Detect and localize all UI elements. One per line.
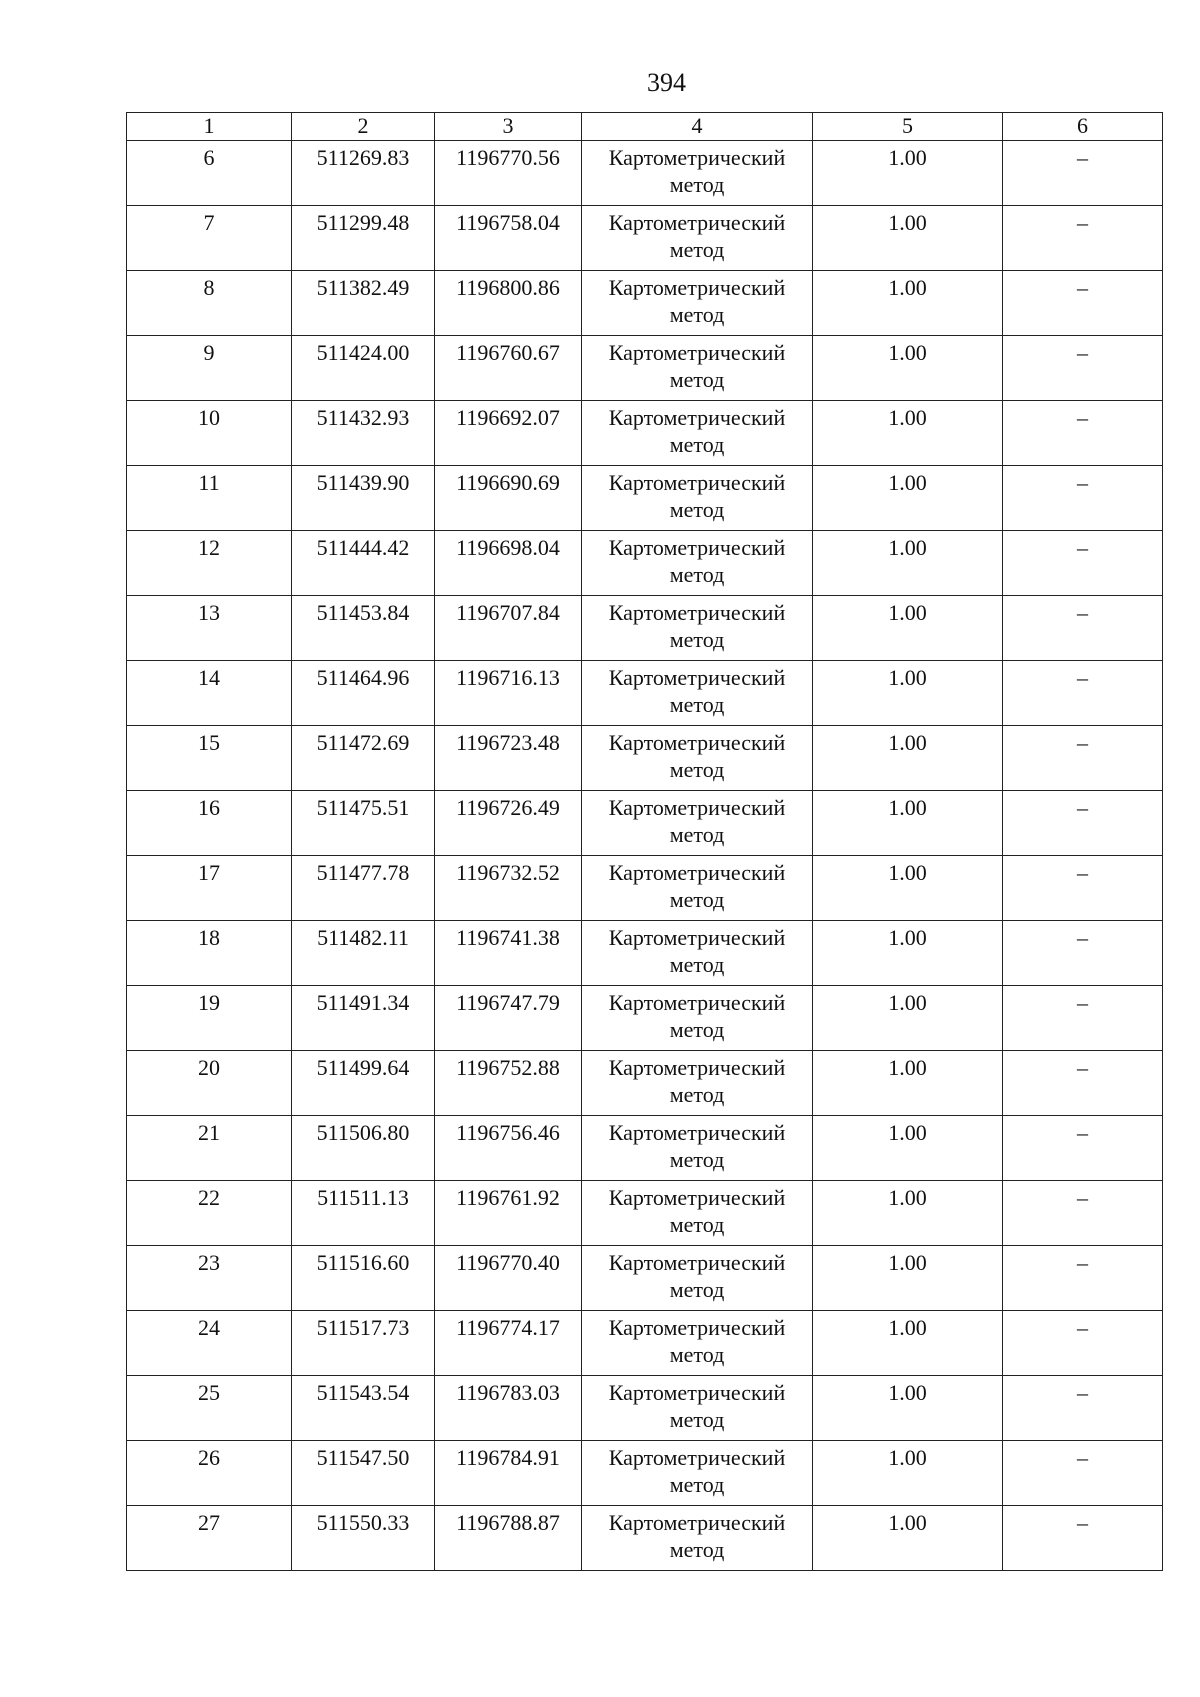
note-cell: – — [1003, 661, 1163, 726]
note-cell: – — [1003, 401, 1163, 466]
x-coordinate-cell: 511477.78 — [292, 856, 435, 921]
note-cell: – — [1003, 271, 1163, 336]
point-number-cell: 6 — [127, 141, 292, 206]
note-cell: – — [1003, 141, 1163, 206]
accuracy-cell: 1.00 — [813, 1311, 1003, 1376]
method-cell: Картометрический метод — [582, 1051, 813, 1116]
point-number-cell: 20 — [127, 1051, 292, 1116]
accuracy-cell: 1.00 — [813, 1376, 1003, 1441]
note-cell: – — [1003, 1506, 1163, 1571]
accuracy-cell: 1.00 — [813, 856, 1003, 921]
table-row — [127, 791, 1163, 856]
y-coordinate-cell: 1196770.40 — [435, 1246, 582, 1311]
note-cell: – — [1003, 791, 1163, 856]
accuracy-cell: 1.00 — [813, 401, 1003, 466]
table-row — [127, 1051, 1163, 1116]
x-coordinate-cell: 511499.64 — [292, 1051, 435, 1116]
note-cell: – — [1003, 1441, 1163, 1506]
y-coordinate-cell: 1196692.07 — [435, 401, 582, 466]
x-coordinate-cell: 511382.49 — [292, 271, 435, 336]
point-number-cell: 17 — [127, 856, 292, 921]
table-row — [127, 1506, 1163, 1571]
x-coordinate-cell: 511439.90 — [292, 466, 435, 531]
x-coordinate-cell: 511506.80 — [292, 1116, 435, 1181]
table-body — [127, 141, 1163, 1571]
y-coordinate-cell: 1196788.87 — [435, 1506, 582, 1571]
method-cell: Картометрический метод — [582, 856, 813, 921]
column-header: 4 — [582, 113, 813, 141]
method-cell: Картометрический метод — [582, 1376, 813, 1441]
x-coordinate-cell: 511482.11 — [292, 921, 435, 986]
x-coordinate-cell: 511517.73 — [292, 1311, 435, 1376]
x-coordinate-cell: 511511.13 — [292, 1181, 435, 1246]
method-cell: Картометрический метод — [582, 141, 813, 206]
accuracy-cell: 1.00 — [813, 141, 1003, 206]
table-row — [127, 921, 1163, 986]
x-coordinate-cell: 511516.60 — [292, 1246, 435, 1311]
table-row — [127, 1116, 1163, 1181]
note-cell: – — [1003, 726, 1163, 791]
x-coordinate-cell: 511464.96 — [292, 661, 435, 726]
table-row — [127, 596, 1163, 661]
table-row — [127, 466, 1163, 531]
point-number-cell: 18 — [127, 921, 292, 986]
point-number-cell: 11 — [127, 466, 292, 531]
method-cell: Картометрический метод — [582, 921, 813, 986]
accuracy-cell: 1.00 — [813, 1246, 1003, 1311]
accuracy-cell: 1.00 — [813, 791, 1003, 856]
accuracy-cell: 1.00 — [813, 661, 1003, 726]
y-coordinate-cell: 1196761.92 — [435, 1181, 582, 1246]
x-coordinate-cell: 511491.34 — [292, 986, 435, 1051]
table-row — [127, 986, 1163, 1051]
y-coordinate-cell: 1196690.69 — [435, 466, 582, 531]
note-cell: – — [1003, 1311, 1163, 1376]
x-coordinate-cell: 511453.84 — [292, 596, 435, 661]
method-cell: Картометрический метод — [582, 1116, 813, 1181]
column-header: 2 — [292, 113, 435, 141]
accuracy-cell: 1.00 — [813, 336, 1003, 401]
accuracy-cell: 1.00 — [813, 1181, 1003, 1246]
y-coordinate-cell: 1196783.03 — [435, 1376, 582, 1441]
note-cell: – — [1003, 466, 1163, 531]
accuracy-cell: 1.00 — [813, 921, 1003, 986]
method-cell: Картометрический метод — [582, 531, 813, 596]
point-number-cell: 8 — [127, 271, 292, 336]
y-coordinate-cell: 1196774.17 — [435, 1311, 582, 1376]
y-coordinate-cell: 1196723.48 — [435, 726, 582, 791]
method-cell: Картометрический метод — [582, 1246, 813, 1311]
method-cell: Картометрический метод — [582, 986, 813, 1051]
point-number-cell: 14 — [127, 661, 292, 726]
table-row — [127, 141, 1163, 206]
x-coordinate-cell: 511444.42 — [292, 531, 435, 596]
accuracy-cell: 1.00 — [813, 596, 1003, 661]
point-number-cell: 19 — [127, 986, 292, 1051]
y-coordinate-cell: 1196770.56 — [435, 141, 582, 206]
table-header-row — [127, 113, 1163, 141]
point-number-cell: 13 — [127, 596, 292, 661]
point-number-cell: 9 — [127, 336, 292, 401]
point-number-cell: 22 — [127, 1181, 292, 1246]
x-coordinate-cell: 511550.33 — [292, 1506, 435, 1571]
accuracy-cell: 1.00 — [813, 1506, 1003, 1571]
point-number-cell: 26 — [127, 1441, 292, 1506]
table-row — [127, 336, 1163, 401]
note-cell: – — [1003, 336, 1163, 401]
y-coordinate-cell: 1196747.79 — [435, 986, 582, 1051]
method-cell: Картометрический метод — [582, 596, 813, 661]
table-row — [127, 1441, 1163, 1506]
note-cell: – — [1003, 856, 1163, 921]
x-coordinate-cell: 511543.54 — [292, 1376, 435, 1441]
x-coordinate-cell: 511547.50 — [292, 1441, 435, 1506]
method-cell: Картометрический метод — [582, 1181, 813, 1246]
table-row — [127, 531, 1163, 596]
table-row — [127, 1376, 1163, 1441]
accuracy-cell: 1.00 — [813, 531, 1003, 596]
y-coordinate-cell: 1196752.88 — [435, 1051, 582, 1116]
y-coordinate-cell: 1196741.38 — [435, 921, 582, 986]
table-row — [127, 1311, 1163, 1376]
point-number-cell: 15 — [127, 726, 292, 791]
accuracy-cell: 1.00 — [813, 206, 1003, 271]
table-row — [127, 271, 1163, 336]
column-header: 5 — [813, 113, 1003, 141]
note-cell: – — [1003, 1376, 1163, 1441]
accuracy-cell: 1.00 — [813, 1116, 1003, 1181]
note-cell: – — [1003, 596, 1163, 661]
column-header: 6 — [1003, 113, 1163, 141]
method-cell: Картометрический метод — [582, 401, 813, 466]
y-coordinate-cell: 1196707.84 — [435, 596, 582, 661]
accuracy-cell: 1.00 — [813, 1441, 1003, 1506]
accuracy-cell: 1.00 — [813, 726, 1003, 791]
method-cell: Картометрический метод — [582, 726, 813, 791]
y-coordinate-cell: 1196716.13 — [435, 661, 582, 726]
y-coordinate-cell: 1196726.49 — [435, 791, 582, 856]
x-coordinate-cell: 511269.83 — [292, 141, 435, 206]
x-coordinate-cell: 511424.00 — [292, 336, 435, 401]
table-row — [127, 856, 1163, 921]
point-number-cell: 27 — [127, 1506, 292, 1571]
table-row — [127, 1181, 1163, 1246]
table-row — [127, 726, 1163, 791]
x-coordinate-cell: 511432.93 — [292, 401, 435, 466]
column-header: 3 — [435, 113, 582, 141]
table-row — [127, 206, 1163, 271]
note-cell: – — [1003, 921, 1163, 986]
point-number-cell: 21 — [127, 1116, 292, 1181]
method-cell: Картометрический метод — [582, 661, 813, 726]
point-number-cell: 24 — [127, 1311, 292, 1376]
method-cell: Картометрический метод — [582, 791, 813, 856]
y-coordinate-cell: 1196698.04 — [435, 531, 582, 596]
y-coordinate-cell: 1196760.67 — [435, 336, 582, 401]
x-coordinate-cell: 511299.48 — [292, 206, 435, 271]
method-cell: Картометрический метод — [582, 1441, 813, 1506]
method-cell: Картометрический метод — [582, 1506, 813, 1571]
y-coordinate-cell: 1196756.46 — [435, 1116, 582, 1181]
point-number-cell: 25 — [127, 1376, 292, 1441]
table-row — [127, 1246, 1163, 1311]
note-cell: – — [1003, 986, 1163, 1051]
note-cell: – — [1003, 206, 1163, 271]
note-cell: – — [1003, 531, 1163, 596]
accuracy-cell: 1.00 — [813, 1051, 1003, 1116]
point-number-cell: 7 — [127, 206, 292, 271]
x-coordinate-cell: 511475.51 — [292, 791, 435, 856]
table-row — [127, 401, 1163, 466]
x-coordinate-cell: 511472.69 — [292, 726, 435, 791]
y-coordinate-cell: 1196758.04 — [435, 206, 582, 271]
point-number-cell: 12 — [127, 531, 292, 596]
point-number-cell: 16 — [127, 791, 292, 856]
note-cell: – — [1003, 1181, 1163, 1246]
table-row — [127, 661, 1163, 726]
y-coordinate-cell: 1196800.86 — [435, 271, 582, 336]
note-cell: – — [1003, 1116, 1163, 1181]
point-number-cell: 10 — [127, 401, 292, 466]
column-header: 1 — [127, 113, 292, 141]
method-cell: Картометрический метод — [582, 1311, 813, 1376]
accuracy-cell: 1.00 — [813, 986, 1003, 1051]
page-number: 394 — [647, 68, 686, 97]
y-coordinate-cell: 1196784.91 — [435, 1441, 582, 1506]
note-cell: – — [1003, 1051, 1163, 1116]
accuracy-cell: 1.00 — [813, 466, 1003, 531]
y-coordinate-cell: 1196732.52 — [435, 856, 582, 921]
method-cell: Картометрический метод — [582, 336, 813, 401]
point-number-cell: 23 — [127, 1246, 292, 1311]
method-cell: Картометрический метод — [582, 466, 813, 531]
coordinates-table — [126, 112, 1163, 1571]
method-cell: Картометрический метод — [582, 271, 813, 336]
note-cell: – — [1003, 1246, 1163, 1311]
accuracy-cell: 1.00 — [813, 271, 1003, 336]
method-cell: Картометрический метод — [582, 206, 813, 271]
